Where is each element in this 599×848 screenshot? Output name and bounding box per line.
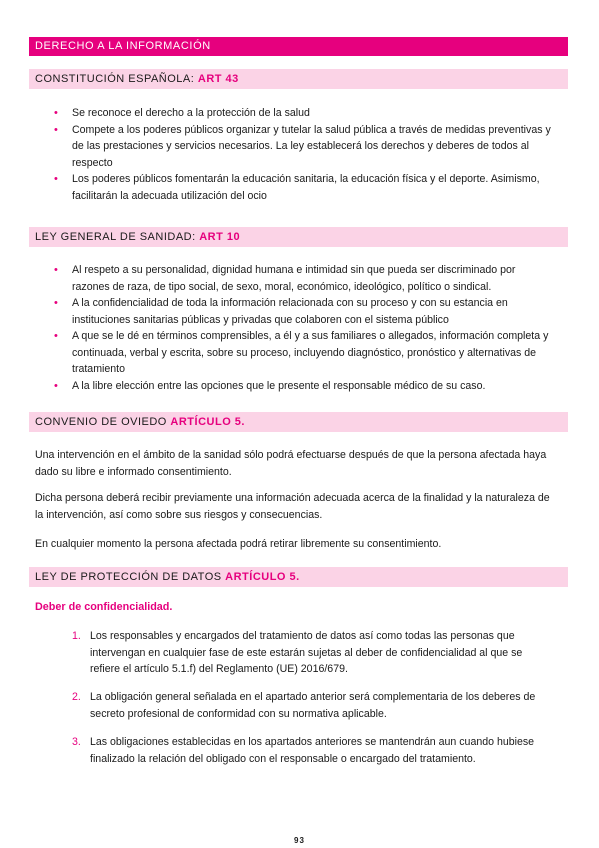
section-title: CONSTITUCIÓN ESPAÑOLA: (35, 73, 195, 85)
item-text: La obligación general señalada en el apartado anterior será complementaria de los deberes de secreto profesional de conformidad con su normativa aplicable. (90, 691, 536, 720)
constitucion-list (54, 105, 554, 204)
list-item: • Los poderes públicos fomentarán la educación sanitaria, la educación física y el deporte. Asimismo, facilitarán la adecuada utilización del ocio (54, 171, 554, 204)
paragraph: Una intervención en el ámbito de la sanidad sólo podrá efectuarse después de que la persona afectada haya dado su libre e informado consentimiento. (35, 449, 547, 478)
paragraph: Dicha persona deberá recibir previamente una información adecuada acerca de la finalidad y la naturaleza de la intervención, así como sobre sus riesgos y consecuencias. (35, 492, 550, 521)
main-heading: DERECHO A LA INFORMACIÓN (29, 37, 568, 56)
list-item (72, 689, 552, 722)
item-number: 1. (72, 630, 81, 642)
list-item: • Al respeto a su personalidad, dignidad humana e intimidad sin que pueda ser discriminado por razones de raza, de tipo social, de sexo, moral, económico, ideológico, político o sindical. (54, 262, 554, 295)
section-title: LEY DE PROTECCIÓN DE DATOS (35, 571, 222, 583)
list-item: • A la libre elección entre las opciones que le presente el responsable médico de su caso. (54, 378, 554, 395)
list-item (72, 734, 552, 767)
section-article: ART 10 (199, 231, 241, 243)
item-text: Los responsables y encargados del tratamiento de datos así como todas las personas que intervengan en cualquier fase de este estarán sujetas al deber de confidencialidad al que se refiere el artículo 5.1.f) del Reglamento (UE) 2016/679. (90, 630, 523, 675)
page-number: 93 (294, 836, 305, 845)
list-item: • Compete a los poderes públicos organizar y tutelar la salud pública a través de medidas preventivas y de las prestaciones y servicios necesarios. La ley establecerá los derechos y deberes de todos al respecto (54, 122, 554, 172)
numbered-item-3 (72, 734, 552, 767)
section-article: ARTÍCULO 5. (225, 571, 300, 583)
list-item: • A que se le dé en términos comprensibles, a él y a sus familiares o allegados, información completa y continuada, verbal y escrita, sobre su proceso, incluyendo diagnóstico, pronóstico y alternativas de tratamiento (54, 328, 554, 378)
section-title: CONVENIO DE OVIEDO (35, 416, 167, 428)
item-number: 3. (72, 736, 81, 748)
section-title: LEY GENERAL DE SANIDAD: (35, 231, 196, 243)
item-number: 2. (72, 691, 81, 703)
section-header-oviedo (29, 412, 568, 432)
section-header-constitucion (29, 69, 568, 89)
numbered-item-1 (72, 628, 552, 678)
list-item: • A la confidencialidad de toda la información relacionada con su proceso y con su estancia en instituciones sanitarias públicas y privadas que colaboren con el sistema público (54, 295, 554, 328)
section-article: ART 43 (197, 73, 239, 85)
item-text: Las obligaciones establecidas en los apartados anteriores se mantendrán aun cuando hubiese finalizado la relación del obligado con el responsable o encargado del tratamiento. (90, 736, 535, 765)
list-item: • Se reconoce el derecho a la protección de la salud (54, 105, 554, 122)
list-item (72, 628, 552, 678)
section-header-ley-sanidad (29, 227, 568, 247)
ley-sanidad-list (54, 262, 554, 394)
numbered-item-2 (72, 689, 552, 722)
section-article: ARTÍCULO 5. (170, 416, 245, 428)
paragraph: En cualquier momento la persona afectada podrá retirar libremente su consentimiento. (35, 538, 442, 550)
subheading: Deber de confidencialidad. (35, 601, 173, 613)
section-header-proteccion-datos (29, 567, 568, 587)
